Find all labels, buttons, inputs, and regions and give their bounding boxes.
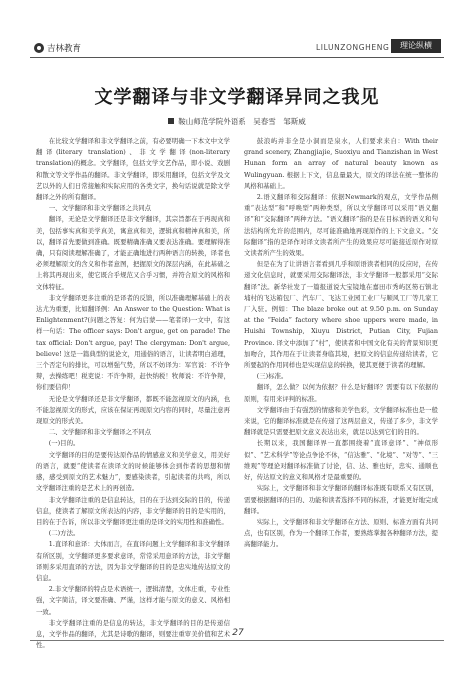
paragraph: 实际上，文学翻译和非文学翻译的翻译标准既有联系又有区别，需要根据翻译的目的、功能和读者选择不同的标准，才能更好地完成翻译。 [244,484,438,515]
paragraph: 无论是文学翻译还是非文学翻译，都既不能忽视原文的内涵，也不能忽视原文的形式，应该在保证再现原文内容的同时，尽量注意再现原文的形式美。 [36,394,230,426]
journal-logo [34,42,81,54]
paragraph: 翻译，无论是文学翻译还是非文学翻译，其宗旨都在于再现真和美，包括事实真和美学真美，寓意真和美，逻辑真和精神真和美，所以，翻译首先要做到准确。既要精确准确又要表达准确。要理解得准确，只有阅读理解准确了，才能正确地进行两种语言的转换，译者也必须理解原文的含义和作者意图，把握原文的深层内涵，在此基础之上将其再现出来，使它既合乎规范又合乎习惯，并符合原文的风格和文体特征。 [36,215,230,291]
author-bullet-icon [168,118,174,124]
subsection-heading: (一)目的。 [48,439,80,448]
page-header [0,0,474,60]
article-author [30,116,444,127]
author-text: 鞍山师范学院外语系 吴春雪 邹斯威 [178,117,306,126]
paragraph: 实际上，文学翻译和非文学翻译在方法、原则、标准方面有共同点，也有区别，作为一个翻译工作者，要熟练掌握各种翻译方法，提高翻译能力。 [244,517,438,549]
section-heading: 一、文学翻译和非文学翻译之共同点 [48,204,152,213]
column-badge: 理论纵横 [391,39,441,53]
paragraph: 非文学翻译注重的是信息转达，目的在于达到交际的目的，传递信息，使读者了解原文所表达的内容，非文学翻译的目的是实用的，目的在于告诉，所以非文学翻译更注重的是译文的实用性和准确性。 [36,495,230,526]
paragraph: 鼓浪屿并非全是小洞而是泉水，人们要求来自：With their grand scenery, Zhangjiajie, Suoxiyu and Tianzishan in West Hunan form an array of natural beauty known as Wulingyuan. 根据上下文，信息量最大，原文的译法在统一整体的风格和基础上。 [244,137,438,190]
paragraph: 2.语义翻译和交际翻译：依据Newmark的观点，文学作品侧重“表达型”和“呼唤型”两种类型，所以文学翻译可以采用“语义翻译”和“交际翻译”两种方法。“语义翻译”指的是在目标语的语义和句法结构所允许的范围内，尽可能准确地再现原作的上下文意义。“交际翻译”指的是译作对译文读者所产生的效果应尽可能接近原作对原文读者所产生的效果。 [244,193,438,258]
paragraph: 文学翻译的目的是要传达原作品的情感意义和美学意义，用美好的语言，就要“使读者在读译文的时候能够体会到作者的思想和情感，感受到原文的艺术魅力”，要感染读者，引起读者的共鸣，所以文学翻译注重的是艺术上的再创造。 [36,450,230,493]
right-column [244,136,438,636]
section-heading: 二、文学翻译和非文学翻译之不同点 [48,428,152,437]
journal-name: 吉林教育 [47,44,82,54]
paragraph: 非文学翻译更多注重的是译者的反馈，所以准确理解基础上的表达尤为重要，比如翻译例：An Answer to the Question: What is Enlightenment?(问题之答复：何为启蒙——笔者译)一文中，有这样一句话：The officer says: Don't argue, get on parade! The tax official: Don't argue, pay! The clergyman: Don't argue, believe! 这是一篇典型的说论文，用通俗的语言，让读者明白道理，三个否定句的排比，可以增强气势，所以不妨译为：军官说：不许争辩，去操练吧！税吏说：不许争辩，赶快纳税！牧师说：不许争辩，你们要信仰！ [36,293,230,392]
subsection-heading: (三)标准。 [256,372,288,381]
footer-divider [30,640,444,641]
paragraph: 2.非文学翻译的特点是术语统一，逻辑清楚，文体庄重，专业性强，文字简洁，译文要准确、严谨，这样才能与原文的意义、风格相一致。 [36,585,230,616]
journal-logo-icon [34,43,44,53]
subsection-heading: (二)方法。 [48,529,80,538]
paragraph: 1.直译和意译：大体而言，在直译问题上文学翻译和非文学翻译有所区别，文学翻译更多要求意译，常常采用意译的方法，非文学翻译则多采用直译的方法，因为非文学翻译的目的是忠实地传达原文的信息。 [36,540,230,582]
paragraph: 非文学翻译注重的是信息的转达，非文学翻译的目的是传递信息，文学作品的翻译，尤其是诗歌的翻译，则要注重审美价值和艺术性。 [36,618,230,650]
page-number: 27 [232,628,244,638]
paragraph: 长期以来，我国翻译界一直都围绕着“直译意译”、“神似形似”、“艺术科学”等论点争论不休，“信达雅”、“化境”、“对等”、“三维观”等理论对翻译标准做了讨论，信、达、雅也好，忠实、通顺也好，传达原文的意义和风格才是最重要的。 [244,439,438,482]
paragraph: 翻译，怎么做？以何为依据？什么是好翻译？需要有以下依据的原则，有用来评判的标准。 [244,383,438,403]
header-divider [30,57,444,58]
paragraph: 在比较文学翻译和非文学翻译之前，有必要明确一下本文中文学翻译(literary translation)、非文学翻译(non-literary translation)的概念。文学翻译，包括文学文艺作品，即小说、戏剧和散文等文学作品的翻译。非文学翻译，即采用翻译，包括文学及文艺以外的人们日常接触和实际应用的各类文字，换句话说就是除文学翻译之外的所有翻译。 [36,137,230,202]
paragraph: 文学翻译由于有强烈的情感和美学色彩，文学翻译标准也是一般来说，它的翻译标准就是在传递了这两层意义，传递了多少，非文学翻译就是只需要把原文意义表达出来，就足以达到它们的目的。 [244,405,438,437]
paragraph: 但是在为了让讲语言者看到几乎和原语读者相同的反应时，在传递文化信息时，就要采用交际翻译法，非文学翻译一般都采用“交际翻译”法。新华社发了一篇报道说大宝镜地在嘉田市秀屿区笏石镇北埔村的飞达箱包厂、汽车厂、飞达工业园工业厂与顺风工厂等几家工厂入驻。例如：The blaze broke out at 9.50 p.m. on Sunday at the “Feida” factory where shoe uppers were made, in Huishi Township, Xiuyu District, Putian City, Fujian Province. 译文中添加了“村”，使读者和中国文化有关的背景知识更加吻合，其作用在于让读者身临其境，把原文的信息传递给读者，它所要起的作用同样也是实现信息的转换，使其更便于读者的理解。 [244,260,438,370]
article-title: 文学翻译与非文学翻译异同之我见 [94,87,380,108]
column-pinyin: LILUNZONGHENG [316,43,390,52]
left-column [36,136,230,650]
